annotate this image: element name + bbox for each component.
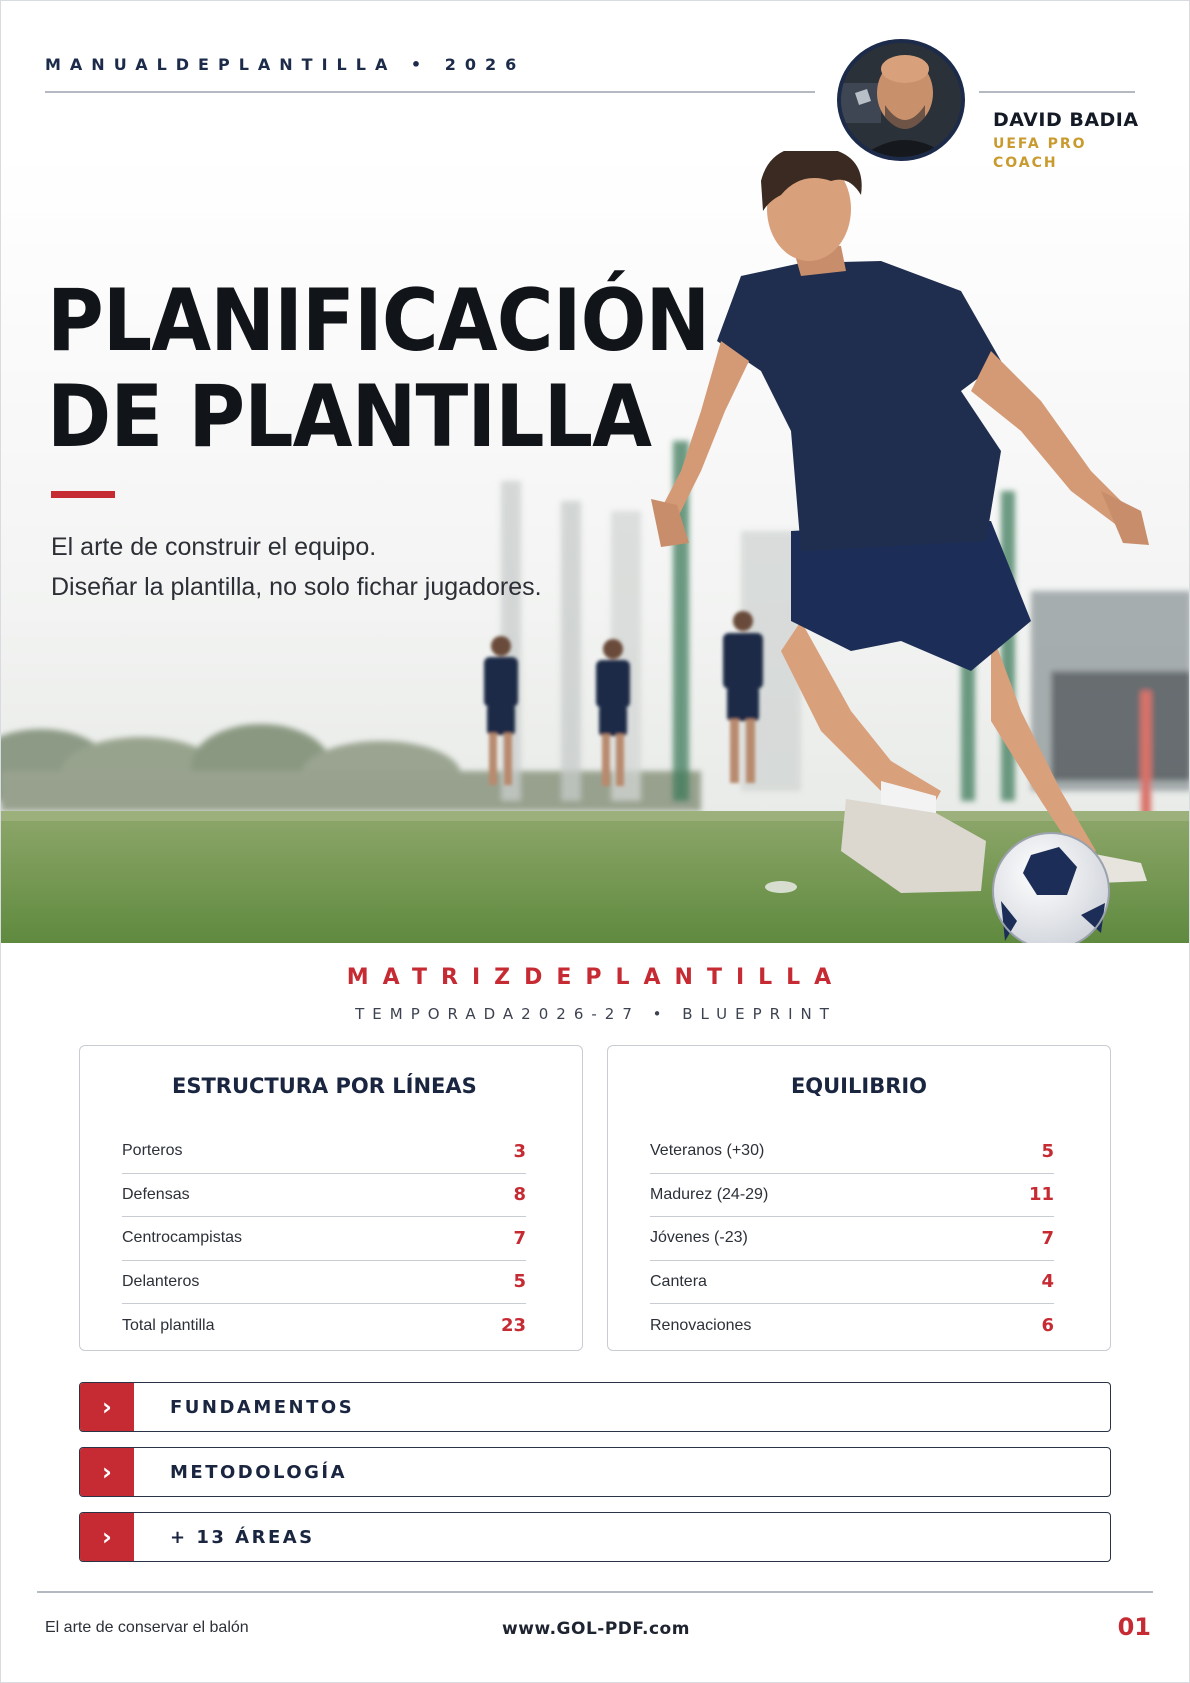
football (993, 833, 1109, 943)
structure-row-total (122, 1304, 526, 1348)
row-value: 11 (1028, 1184, 1054, 1206)
row-label: Veteranos (+30) (650, 1142, 765, 1160)
page-title (47, 273, 709, 465)
balance-card (607, 1045, 1111, 1351)
matrix-subtitle: TEMPORADA2026-27 • BLUEPRINT (355, 1005, 837, 1023)
section-fundamentos[interactable] (79, 1382, 1111, 1432)
row-value: 6 (1041, 1315, 1054, 1337)
title-accent-bar (51, 491, 115, 498)
structure-card (79, 1045, 583, 1351)
coach-role: UEFA PRO COACH (993, 136, 1087, 171)
row-label: Total plantilla (122, 1316, 215, 1334)
structure-row (122, 1217, 526, 1261)
row-value: 23 (500, 1315, 526, 1337)
subtitle-line-2: Diseñar la plantilla, no solo fichar jugadores. (51, 573, 542, 601)
structure-row (122, 1174, 526, 1218)
row-value: 5 (513, 1271, 526, 1293)
section-label: + 13 ÁREAS (170, 1526, 315, 1548)
footer-divider (37, 1591, 1153, 1593)
balance-row (650, 1261, 1054, 1305)
section-metodologia[interactable] (79, 1447, 1111, 1497)
balance-row (650, 1304, 1054, 1348)
row-label: Delanteros (122, 1272, 200, 1290)
structure-row (122, 1261, 526, 1305)
row-value: 4 (1041, 1271, 1054, 1293)
row-label: Jóvenes (-23) (650, 1229, 748, 1247)
row-label: Porteros (122, 1142, 183, 1160)
balance-rows (650, 1130, 1054, 1348)
chevron-right-icon: › (80, 1383, 134, 1431)
section-label: METODOLOGÍA (170, 1461, 348, 1483)
header-divider-left (45, 91, 815, 93)
page-subtitle (51, 527, 542, 607)
row-value: 3 (513, 1140, 526, 1162)
balance-row (650, 1217, 1054, 1261)
subtitle-line-1: El arte de construir el equipo. (51, 533, 377, 561)
balance-card-title: EQUILIBRIO (790, 1074, 928, 1098)
row-value: 5 (1041, 1140, 1054, 1162)
footer-url[interactable]: www.GOL-PDF.com (502, 1619, 690, 1639)
coach-name: DAVID BADIA (993, 109, 1139, 131)
row-label: Cantera (650, 1272, 707, 1290)
chevron-right-icon: › (80, 1448, 134, 1496)
footer-tagline: El arte de conservar el balón (45, 1619, 249, 1636)
row-label: Madurez (24-29) (650, 1185, 769, 1203)
section-label: FUNDAMENTOS (170, 1396, 355, 1418)
title-line-1: PLANIFICACIÓN (47, 271, 710, 371)
row-label: Renovaciones (650, 1316, 752, 1334)
balance-row (650, 1130, 1054, 1174)
row-label: Centrocampistas (122, 1229, 243, 1247)
chevron-right-icon: › (80, 1513, 134, 1561)
coach-avatar (837, 39, 965, 161)
structure-rows (122, 1130, 526, 1348)
row-value: 7 (1041, 1227, 1054, 1249)
section-more-areas[interactable] (79, 1512, 1111, 1562)
title-line-2: DE PLANTILLA (47, 367, 652, 467)
balance-row (650, 1174, 1054, 1218)
page-number: 01 (1117, 1613, 1151, 1641)
structure-row (122, 1130, 526, 1174)
row-label: Defensas (122, 1185, 190, 1203)
document-label: MANUALDEPLANTILLA • 2026 (45, 55, 526, 74)
structure-card-title: ESTRUCTURA POR LÍNEAS (172, 1074, 477, 1098)
row-value: 8 (513, 1184, 526, 1206)
row-value: 7 (513, 1227, 526, 1249)
matrix-title: MATRIZDEPLANTILLA (346, 965, 846, 990)
header-divider-right (979, 91, 1135, 93)
